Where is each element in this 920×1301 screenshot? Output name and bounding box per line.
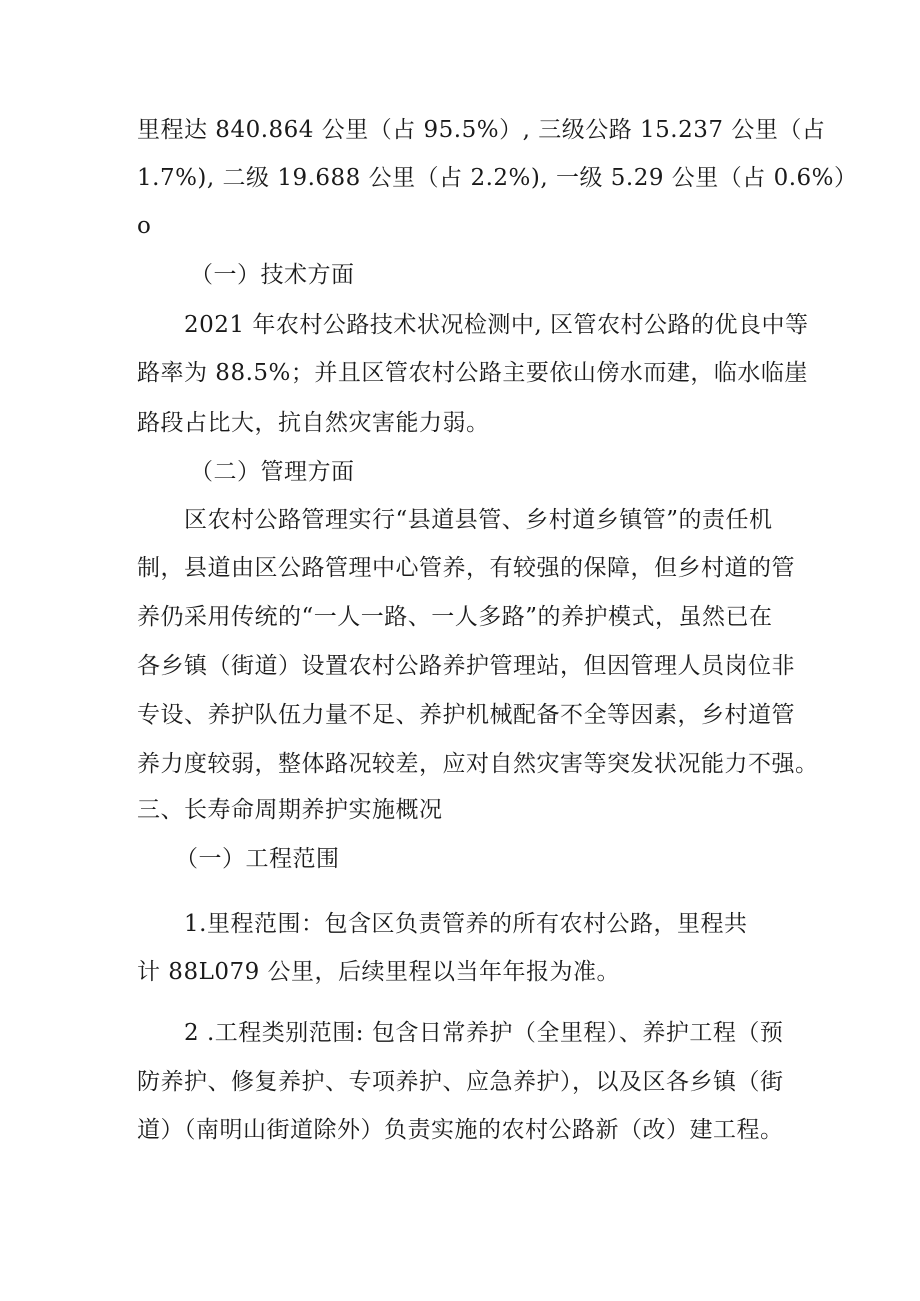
paragraph-line: 1.里程范围：包含区负责管养的所有农村公路，里程共 <box>184 911 748 937</box>
paragraph-line: 路段占比大，抗自然灾害能力弱。 <box>137 410 490 436</box>
paragraph-line: 养仍采用传统的“一人一路、一人多路”的养护模式，虽然已在 <box>137 604 773 630</box>
paragraph-line: 区农村公路管理实行“县道县管、乡村道乡镇管”的责任机 <box>184 507 773 533</box>
section-heading: （二）管理方面 <box>190 459 355 485</box>
paragraph-line: 2021 年农村公路技术状况检测中, 区管农村公路的优良中等 <box>184 312 809 338</box>
paragraph-line: 计 88L079 公里，后续里程以当年年报为准。 <box>137 959 621 985</box>
paragraph-line: 1.7%), 二级 19.688 公里（占 2.2%), 一级 5.29 公里（占 0.6%） <box>137 165 858 191</box>
paragraph-line: 道）（南明山街道除外）负责实施的农村公路新（改）建工程。 <box>137 1117 784 1143</box>
paragraph-line: 养力度较弱，整体路况较差，应对自然灾害等突发状况能力不强。 <box>137 751 819 777</box>
paragraph-line: 路率为 88.5%；并且区管农村公路主要依山傍水而建，临水临崖 <box>137 360 808 386</box>
paragraph-line: o <box>137 213 152 239</box>
paragraph-line: 2 .工程类别范围: 包含日常养护（全里程）、养护工程（预 <box>184 1020 784 1046</box>
paragraph-line: 制，县道由区公路管理中心管养，有较强的保障，但乡村道的管 <box>137 555 795 581</box>
paragraph-line: 里程达 840.864 公里（占 95.5%）, 三级公路 15.237 公里（占 <box>137 117 826 143</box>
paragraph-line: 专设、养护队伍力量不足、养护机械配备不全等因素，乡村道管 <box>137 702 795 728</box>
section-heading: （一）工程范围 <box>175 846 340 872</box>
section-heading: 三、长寿命周期养护实施概况 <box>137 797 443 823</box>
paragraph-line: 防养护、修复养护、专项养护、应急养护），以及区各乡镇（街 <box>137 1069 784 1095</box>
paragraph-line: 各乡镇（街道）设置农村公路养护管理站，但因管理人员岗位非 <box>137 653 795 679</box>
section-heading: （一）技术方面 <box>190 262 355 288</box>
